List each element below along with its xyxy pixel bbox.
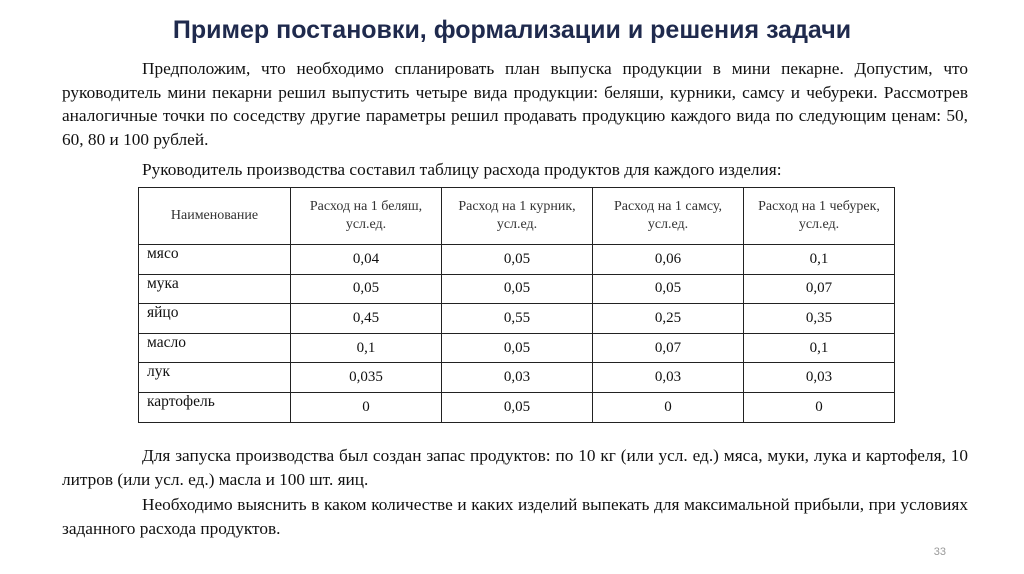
header-cheburek: Расход на 1 чебурек, усл.ед. (744, 188, 895, 245)
table-intro-paragraph (62, 158, 968, 182)
header-name: Наименование (139, 188, 291, 245)
table-cell: 0,05 (593, 274, 744, 304)
table-cell: 0 (744, 392, 895, 422)
table-cell: 0,05 (291, 274, 442, 304)
table-cell: 0,25 (593, 304, 744, 334)
table-header-row (139, 188, 895, 245)
table-cell: 0 (291, 392, 442, 422)
table-cell: 0,03 (442, 363, 593, 393)
table-cell: 0,03 (744, 363, 895, 393)
table-intro-text: Руководитель производства составил таблицу расхода продуктов для каждого изделия: (142, 160, 782, 179)
table-cell: 0,06 (593, 245, 744, 275)
table-cell: 0,04 (291, 245, 442, 275)
table-cell: 0 (593, 392, 744, 422)
row-label: мясо (139, 245, 291, 275)
row-label: масло (139, 333, 291, 363)
header-samsa: Расход на 1 самсу, усл.ед. (593, 188, 744, 245)
row-label: лук (139, 363, 291, 393)
task-text: Необходимо выяснить в каком количестве и каких изделий выпекать для максимальной прибыли, при условиях заданного расхода продуктов. (62, 495, 968, 538)
table-cell: 0,05 (442, 245, 593, 275)
table-row (139, 392, 895, 422)
table-cell: 0,05 (442, 333, 593, 363)
slide-title: Пример постановки, формализации и решения задачи (172, 16, 852, 44)
intro-paragraph (62, 57, 968, 151)
table-cell: 0,035 (291, 363, 442, 393)
table-row (139, 333, 895, 363)
table-cell: 0,05 (442, 392, 593, 422)
stock-paragraph (62, 444, 968, 491)
table-cell: 0,05 (442, 274, 593, 304)
table-cell: 0,55 (442, 304, 593, 334)
row-label: картофель (139, 392, 291, 422)
table-cell: 0,07 (744, 274, 895, 304)
table-row (139, 363, 895, 393)
table-cell: 0,07 (593, 333, 744, 363)
consumption-table (138, 187, 895, 423)
page-number: 33 (933, 546, 946, 558)
table-cell: 0,1 (291, 333, 442, 363)
table-cell: 0,45 (291, 304, 442, 334)
header-kurnik: Расход на 1 курник, усл.ед. (442, 188, 593, 245)
table-row (139, 245, 895, 275)
stock-text: Для запуска производства был создан запас продуктов: по 10 кг (или усл. ед.) мяса, муки, лука и картофеля, 10 литров (или усл. ед.) масла и 100 шт. яиц. (62, 446, 968, 489)
table-cell: 0,1 (744, 245, 895, 275)
table-cell: 0,35 (744, 304, 895, 334)
intro-text: Предположим, что необходимо спланировать план выпуска продукции в мини пекарне. Допустим, что руководитель мини пекарни решил выпустить четыре вида продукции: беляши, курники, самсу и чебуреки. Рассмотрев аналогичные точки по соседству другие параметры решил продавать продукцию каждого вида по следующим ценам: 50, 60, 80 и 100 рублей. (62, 59, 968, 149)
row-label: мука (139, 274, 291, 304)
table-cell: 0,1 (744, 333, 895, 363)
table-row (139, 304, 895, 334)
header-belyash: Расход на 1 беляш, усл.ед. (291, 188, 442, 245)
task-paragraph (62, 493, 968, 540)
table-row (139, 274, 895, 304)
table-cell: 0,03 (593, 363, 744, 393)
row-label: яйцо (139, 304, 291, 334)
